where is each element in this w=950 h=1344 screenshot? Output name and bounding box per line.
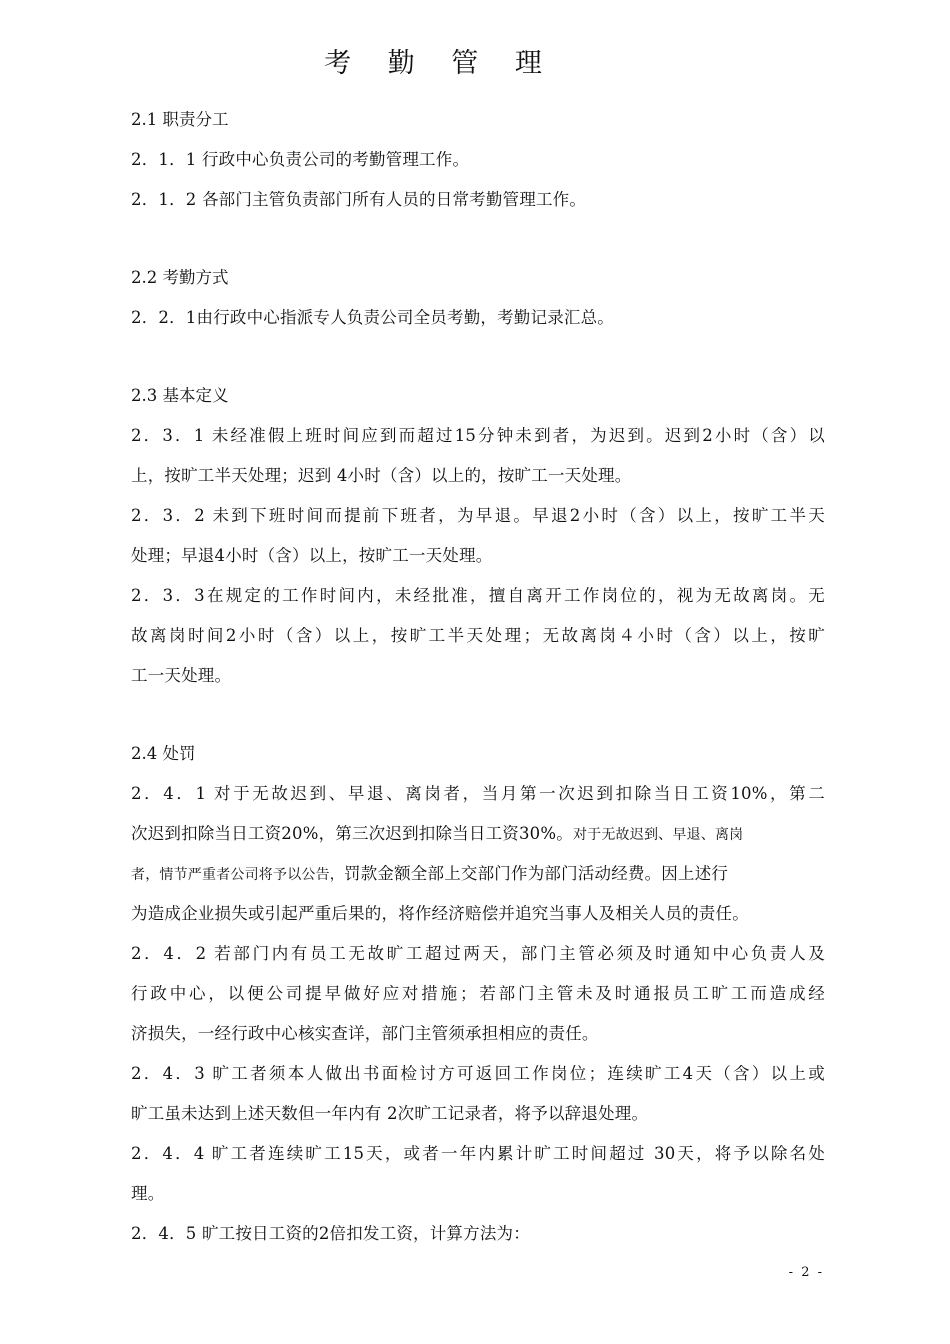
paragraph-line: 2．4．5 旷工按日工资的2倍扣发工资，计算方法为： <box>131 1224 530 1243</box>
section-heading-2-3: 2.3 基本定义 <box>131 386 229 405</box>
paragraph-line: 2．1．1 行政中心负责公司的考勤管理工作。 <box>131 150 470 169</box>
paragraph-line: 上，按旷工半天处理；迟到 4小时（含）以上的，按旷工一天处理。 <box>131 466 632 485</box>
paragraph-text: 次迟到扣除当日工资20%，第三次迟到扣除当日工资30%。 <box>131 824 573 843</box>
paragraph-line: 故离岗时间2小时（含）以上，按旷工半天处理；无故离岗４小时（含）以上，按旷 <box>131 626 825 645</box>
section-heading-2-1: 2.1 职责分工 <box>131 110 229 129</box>
section-heading-2-4: 2.4 处罚 <box>131 744 196 763</box>
paragraph-text: 罚款金额全部上交部门作为部门活动经费。因上述行 <box>344 864 729 883</box>
paragraph-line <box>131 814 825 854</box>
paragraph-line: 2．4．4 旷工者连续旷工15天，或者一年内累计旷工时间超过 30天，将予以除名处 <box>131 1144 825 1163</box>
paragraph-line: 旷工虽未达到上述天数但一年内有 2次旷工记录者，将予以辞退处理。 <box>131 1104 649 1123</box>
page-title: 考 勤 管 理 <box>324 48 556 79</box>
paragraph-line: 行政中心，以便公司提早做好应对措施；若部门主管未及时通报员工旷工而造成经 <box>131 984 825 1003</box>
section-heading-2-2: 2.2 考勤方式 <box>131 268 229 287</box>
paragraph-line: 2．3．2 未到下班时间而提前下班者，为早退。早退2小时（含）以上，按旷工半天 <box>131 506 825 525</box>
paragraph-line: 2．4．1 对于无故迟到、早退、离岗者，当月第一次迟到扣除当日工资10%，第二 <box>131 784 825 803</box>
paragraph-line: 2．4．2 若部门内有员工无故旷工超过两天，部门主管必须及时通知中心负责人及 <box>131 944 825 963</box>
paragraph-line: 工一天处理。 <box>131 666 232 685</box>
paragraph-line: 济损失，一经行政中心核实查详，部门主管须承担相应的责任。 <box>131 1024 599 1043</box>
paragraph-text-small: 对于无故迟到、早退、离岗 <box>572 827 744 843</box>
paragraph-line: 为造成企业损失或引起严重后果的，将作经济赔偿并追究当事人及相关人员的责任。 <box>131 904 749 923</box>
paragraph-text-small: 者，情节严重者公司将予以公告， <box>131 867 344 883</box>
paragraph-line: 2．3．3在规定的工作时间内，未经批准，擅自离开工作岗位的，视为无故离岗。无 <box>131 586 825 605</box>
paragraph-line: 2．1．2 各部门主管负责部门所有人员的日常考勤管理工作。 <box>131 190 587 209</box>
paragraph-line: 2．3．1 未经准假上班时间应到而超过15分钟未到者，为迟到。迟到2小时（含）以 <box>131 426 825 445</box>
document-body <box>131 100 825 1254</box>
paragraph-line: 理。 <box>131 1184 165 1203</box>
paragraph-line: 处理；早退4小时（含）以上，按旷工一天处理。 <box>131 546 493 565</box>
paragraph-line <box>131 854 825 894</box>
paragraph-line: 2．4．3 旷工者须本人做出书面检讨方可返回工作岗位；连续旷工4天（含）以上或 <box>131 1064 825 1083</box>
page-number: - 2 - <box>788 1265 824 1280</box>
paragraph-line: 2．2．1由行政中心指派专人负责公司全员考勤，考勤记录汇总。 <box>131 308 614 327</box>
